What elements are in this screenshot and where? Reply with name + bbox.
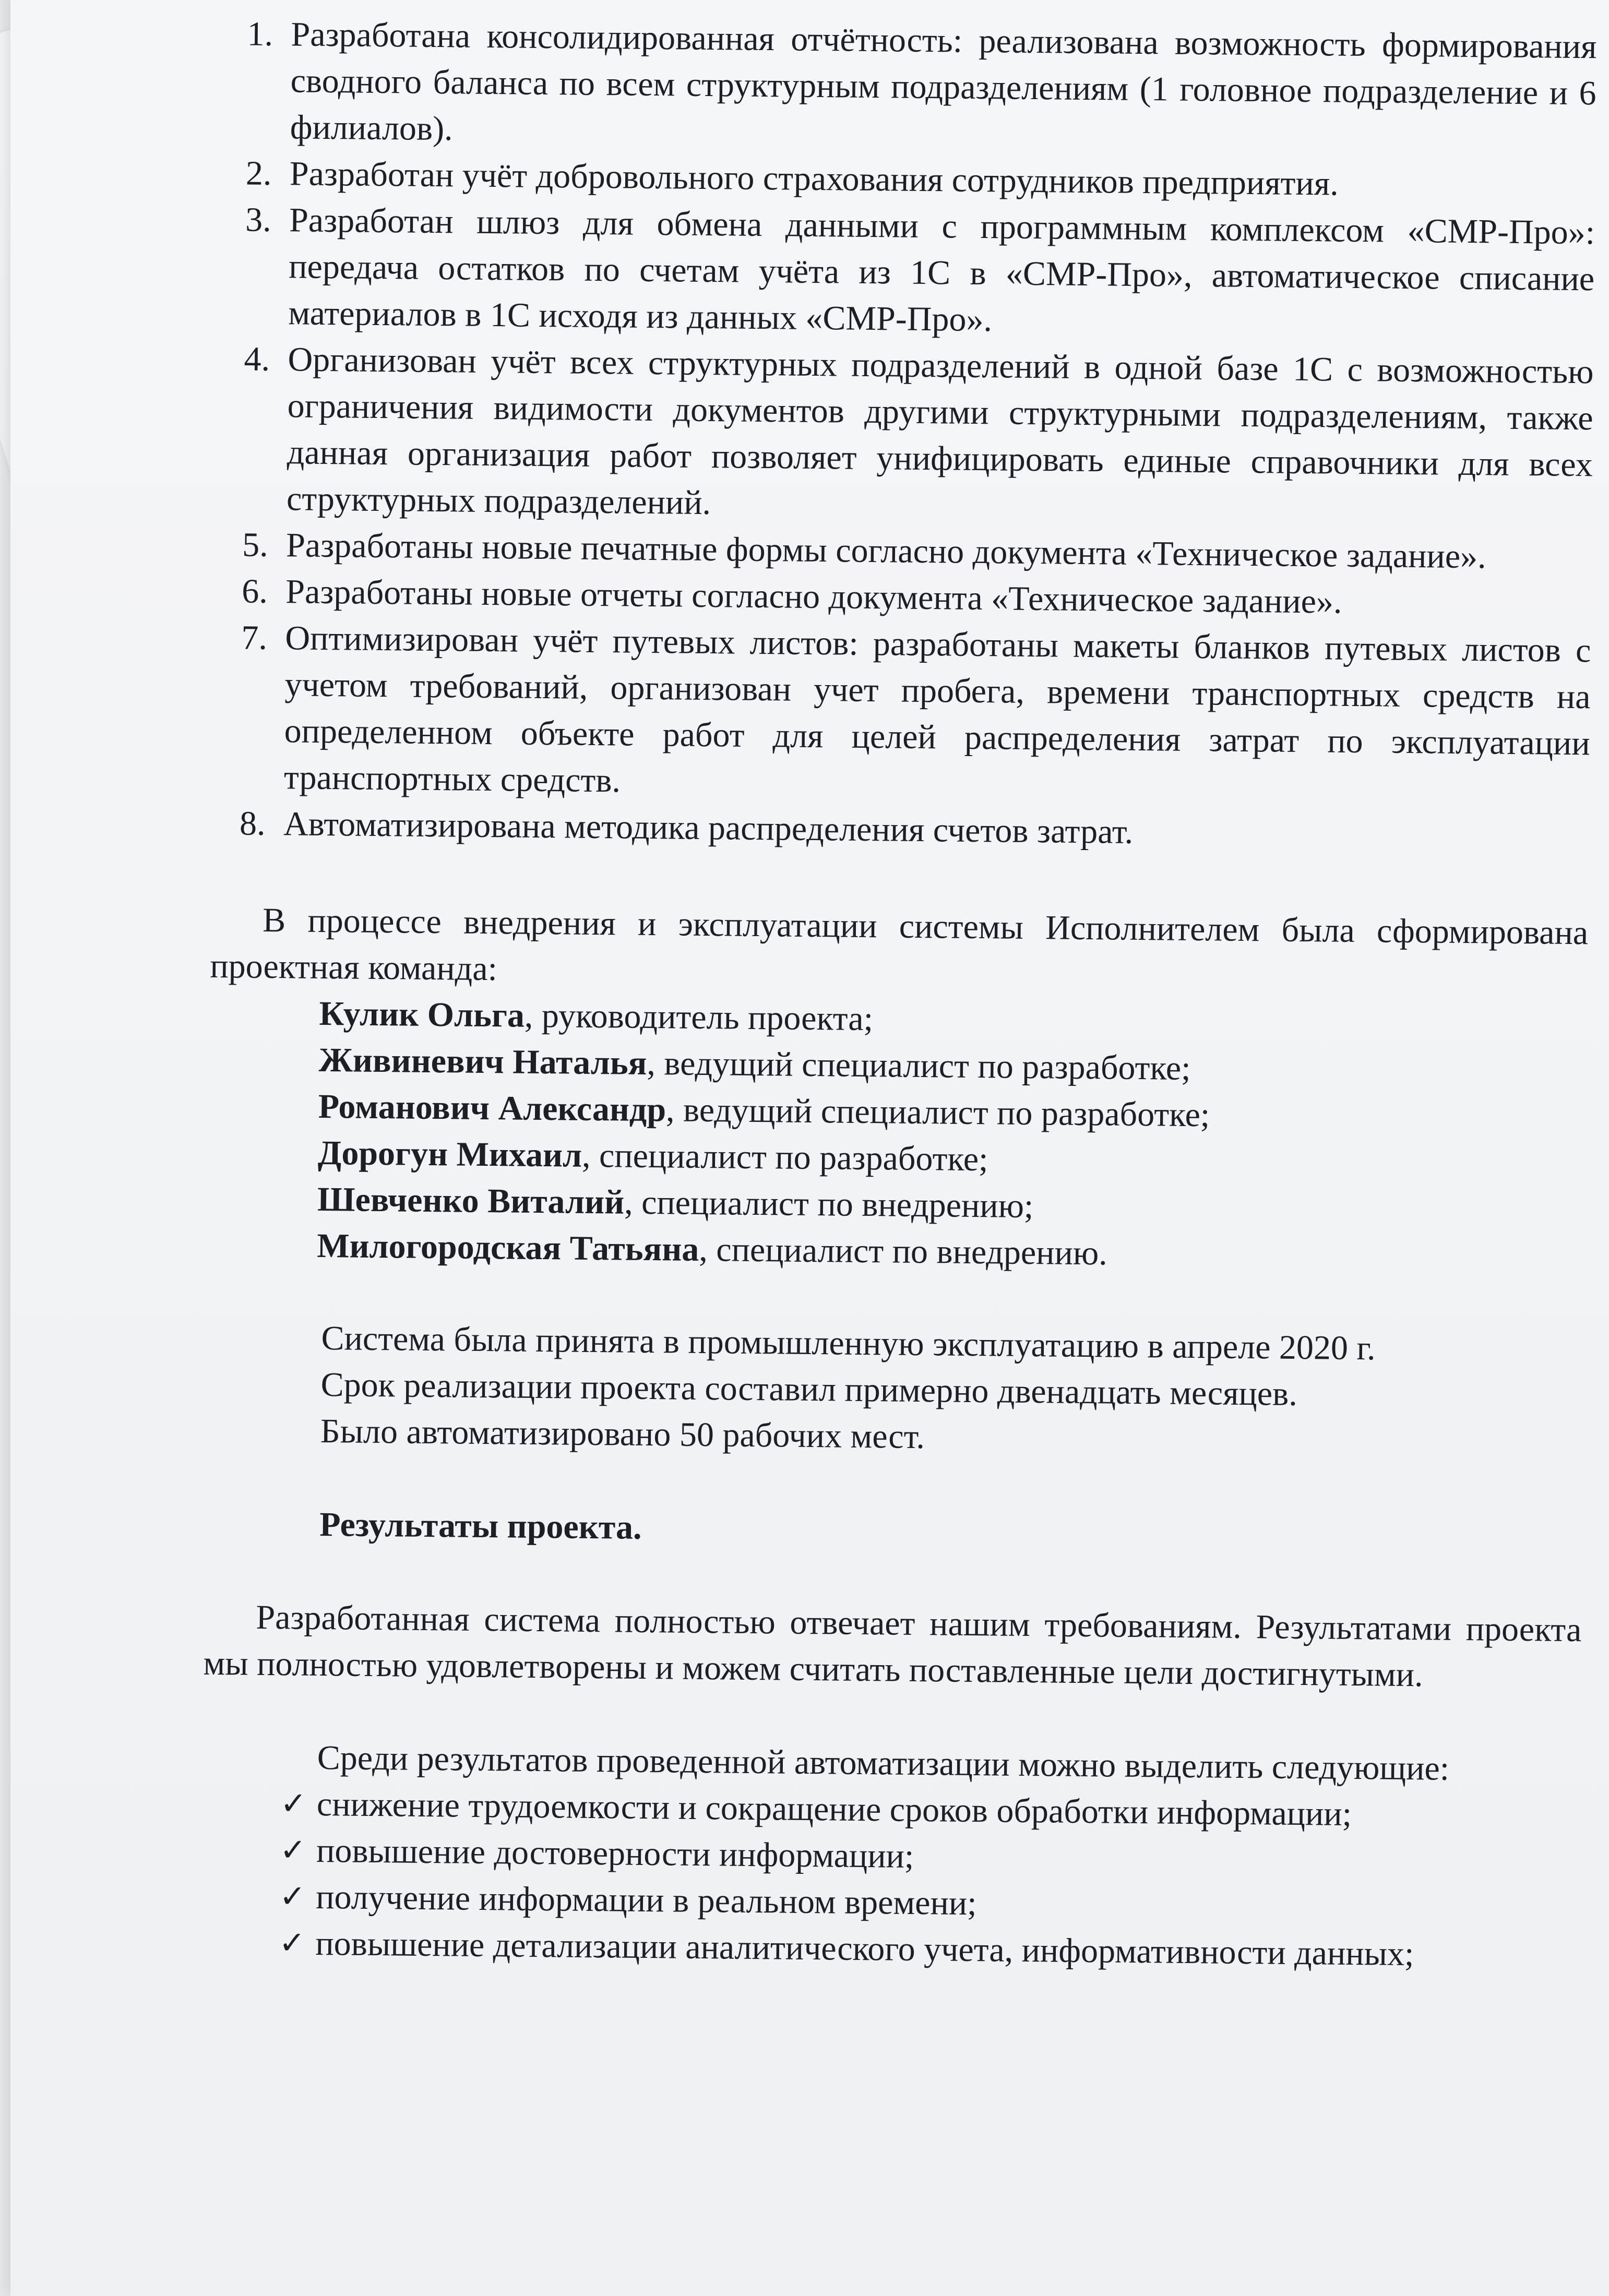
team-member-role: , специалист по внедрению. [699,1230,1108,1273]
team-member-role: , ведущий специалист по разработке; [647,1044,1191,1087]
team-member-role: , специалист по разработке; [581,1136,988,1179]
numbered-list [211,10,1597,859]
document-page [200,10,1597,1979]
project-team-list [317,990,1588,1281]
team-member-name: Дорогун Михаил [317,1133,582,1175]
fact-line: Срок реализации проекта составил примерно двенадцать месяцев. [320,1365,1298,1413]
list-item: 8. Автоматизирована методика распределения счетов затрат. [274,800,1590,859]
results-paragraph: Разработанная система полностью отвечает нашим требованиям. Результатами проекта мы полностью удовлетворены и можем считать поставленные цели достигнутыми. [203,1598,1582,1694]
checkmark-icon: ✓ [279,1832,306,1869]
document-sheet [10,0,1609,2296]
fact-line: Было автоматизировано 50 рабочих мест. [320,1412,925,1456]
team-member-name: Кулик Ольга [319,994,525,1035]
list-item: 5. Разработаны новые печатные формы согласно документа «Техническое задание». [277,522,1592,581]
results-checklist [279,1780,1580,1979]
checklist-item-text: повышение достоверности информации; [316,1831,914,1875]
checklist-item-text: получение информации в реальном времени; [315,1878,977,1923]
team-intro-paragraph: В процессе внедрения и эксплуатации системы Исполнителем была сформирована проектная команда: [210,901,1589,988]
results-heading: Результаты проекта. [319,1505,642,1547]
fact-line: Система была принята в промышленную эксплуатацию в апреле 2020 г. [321,1319,1376,1368]
checklist-item-text: повышение детализации аналитического учета, информативности данных; [315,1924,1414,1974]
list-item: 4. Организован учёт всех структурных подразделений в одной базе 1С с возможностью ограничения видимости документов другими структурными подразделениям, также данная организация работ позволяет унифицировать единые справочники для всех структурных подразделений. [277,336,1594,534]
team-member-role: , руководитель проекта; [524,996,874,1038]
checkmark-icon: ✓ [280,1785,307,1822]
team-member-name: Шевченко Виталий [317,1180,625,1222]
team-member-name: Романович Александр [318,1087,666,1129]
checkmark-icon: ✓ [279,1924,306,1962]
checkmark-icon: ✓ [279,1878,306,1915]
team-member-role: , специалист по внедрению; [624,1183,1034,1226]
list-item: 7. Оптимизирован учёт путевых листов: разработаны макеты бланков путевых листов с учетом требований, организован учет пробега, времени транспортных средств на определенном объекте работ для целей распределения затрат по эксплуатации транспортных средств. [274,615,1591,813]
checklist-item-text: снижение трудоемкости и сокращение сроков обработки информации; [316,1785,1352,1833]
list-item: 1. Разработана консолидированная отчётность: реализована возможность формирования сводного баланса по всем структурным подразделениям (1 головное подразделение и 6 филиалов). [280,11,1596,163]
team-member-name: Живиневич Наталья [318,1041,647,1082]
list-item: 3. Разработан шлюз для обмена данными с программным комплексом «СМР-Про»: передача остатков по счетам учёта из 1С в «СМР-Про», автоматическое списание материалов в 1С исходя из данных «СМР-Про». [279,197,1595,349]
project-facts [320,1315,1584,1466]
list-item: 6. Разработаны новые отчеты согласно документа «Техническое задание». [276,568,1592,627]
team-member-name: Милогородская Татьяна [316,1226,699,1269]
team-member-role: , ведущий специалист по разработке; [665,1091,1210,1134]
results-list-intro: Среди результатов проведенной автоматизации можно выделить следующие: [317,1738,1450,1788]
list-item: 2. Разработан учёт добровольного страхования сотрудников предприятия. [280,150,1596,209]
